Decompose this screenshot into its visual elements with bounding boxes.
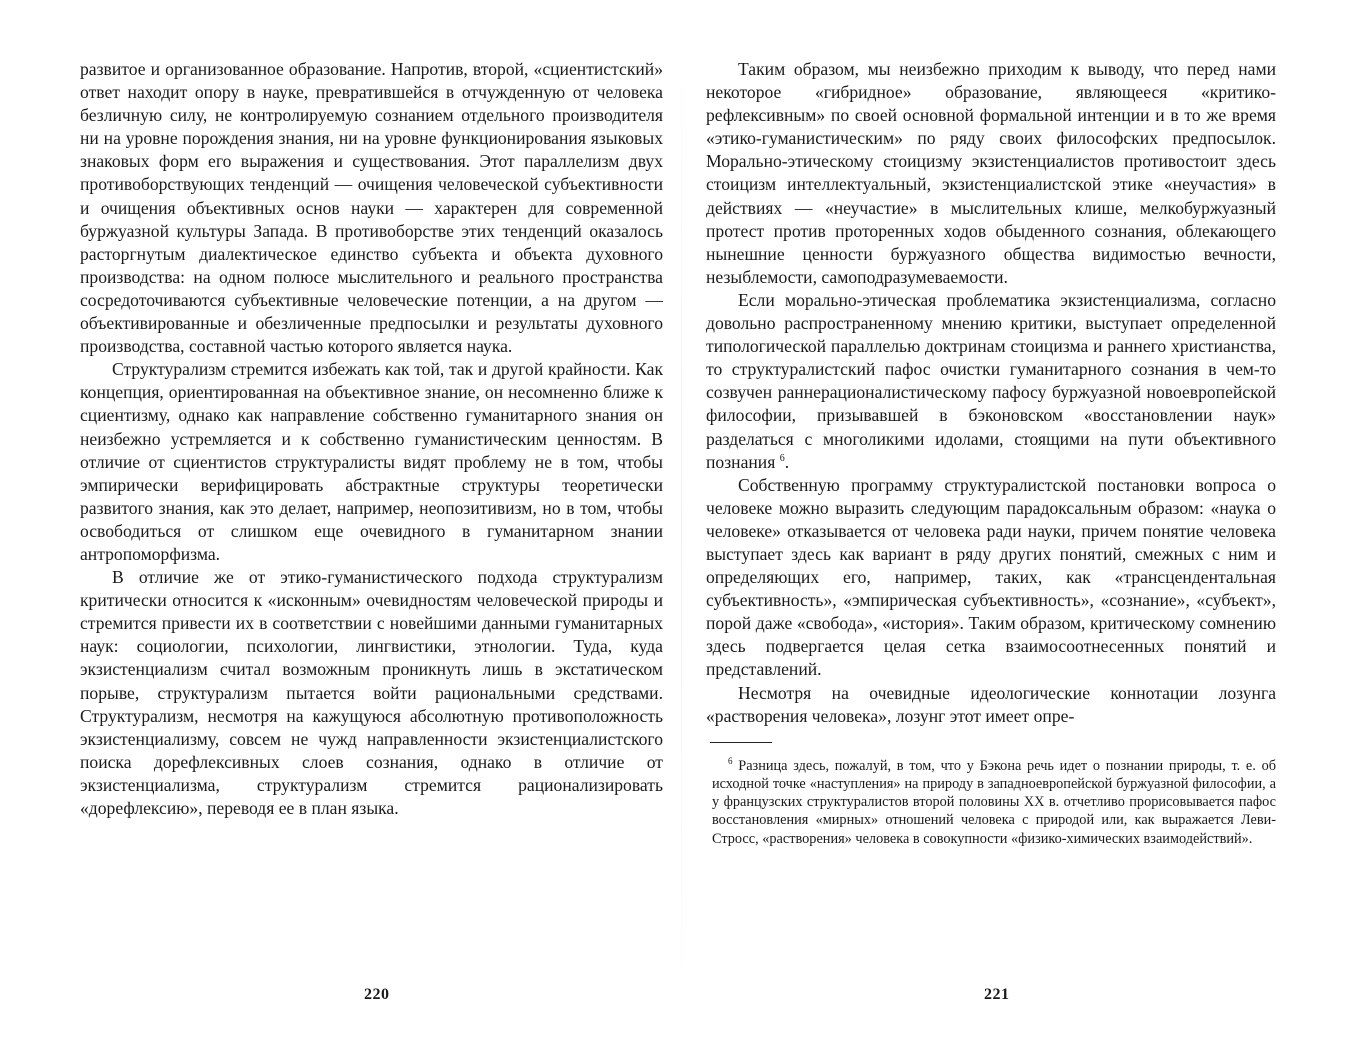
footnote-rule bbox=[710, 742, 772, 743]
footnote-reference: 6 bbox=[779, 452, 785, 464]
page-gutter bbox=[681, 0, 682, 1054]
left-paragraph-2: Структурализм стремится избежать как той, так и другой крайности. Как концепция, ориентированная на объективное знание, он несомненно ближе к сциентизму, однако как направление собственно гуманитарного знания он неизбежно устремляется и к собственно гуманистическим ценностям. В отличие от сциентистов структуралисты видят проблему не в том, чтобы эмпирически верифицировать абстрактные структуры теоретически развитого знания, как это делает, например, неопозитивизм, но в том, чтобы освободиться от слишком еще очевидного в гуманитарном знании антропоморфизма. bbox=[80, 359, 663, 564]
right-page bbox=[706, 58, 1276, 848]
left-page-body bbox=[80, 58, 663, 820]
right-page-body bbox=[706, 58, 1276, 728]
footnote-text: Разница здесь, пожалуй, в том, что у Бэкона речь идет о познании природы, т. е. об исходной точке «наступления» на природу в западноевропейской буржуазной философии, а у французских структуралистов второй половины XX в. отчетливо прорисовывается пафос восстановления «мирных» отношений человека с природой или, как выражается Леви-Стросс, «растворения» человека в совокупности «физико-химических взаимодействий». bbox=[712, 757, 1277, 847]
footnote-marker: 6 bbox=[728, 755, 733, 766]
right-paragraph-4: Несмотря на очевидные идеологические коннотации лозунга «растворения человека», лозунг этот имеет опре- bbox=[706, 682, 1276, 726]
left-paragraph-1: развитое и организованное образование. Напротив, второй, «сциентистский» ответ находит опору в науке, превратившейся в отчужденную от человека безличную силу, не контролируемую сознанием отдельного производителя ни на уровне порождения знания, ни на уровне функционирования языковых знаковых форм его выражения и существования. Этот параллелизм двух противоборствующих тенденций — очищения человеческой субъективности и очищения объективных основ науки — характерен для современной буржуазной культуры Запада. В противоборстве этих тенденций оказалось расторгнутым диалектическое единство субъекта и объекта духовного производства: на одном полюсе мыслительного и реального пространства сосредоточиваются субъективные человеческие потенции, а на другом — объективированные и обезличенные предпосылки и результаты духовного производства, составной частью которого является наука. bbox=[80, 59, 663, 357]
left-page-number: 220 bbox=[364, 986, 390, 1003]
right-paragraph-1: Таким образом, мы неизбежно приходим к выводу, что перед нами некоторое «гибридное» образование, являющееся «критико-рефлексивным» по своей основной формальной интенции и в то же время «этико-гуманистическим» по ряду своих философских предпосылок. Морально-этическому стоицизму экзистенциалистов противостоит здесь стоицизм интеллектуальный, экзистенциалистской этике «неучастия» в действиях — «неучастие» в мыслительных клише, мелкобуржуазный протест против проторенных ходов обыденного сознания, облекающего нынешние ценности буржуазного общества видимостью вечности, незыблемости, самоподразумеваемости. bbox=[706, 59, 1276, 287]
left-page bbox=[80, 58, 663, 820]
right-page-number: 221 bbox=[984, 986, 1010, 1003]
left-paragraph-3: В отличие же от этико-гуманистического подхода структурализм критически относится к «исконным» очевидностям человеческой природы и стремится привести их в соответствии с новейшими данными гуманитарных наук: социологии, психологии, лингвистики, этнологии. Туда, куда экзистенциализм считал возможным проникнуть лишь в экстатическом порыве, структурализм пытается войти рациональными средствами. Структурализм, несмотря на кажущуюся абсолютную противоположность экзистенциализму, совсем не чужд направленности экзистенциалистского поиска дорефлексивных слоев сознания, однако в отличие от экзистенциализма, структурализм стремится рационализировать «дорефлексию», переводя ее в план языка. bbox=[80, 567, 663, 818]
footnote bbox=[706, 757, 1276, 848]
right-paragraph-3: Собственную программу структуралистской постановки вопроса о человеке можно выразить следующим парадоксальным образом: «наука о человеке» отказывается от человека ради науки, причем понятие человека выступает здесь как вариант в ряду других понятий, смежных с ним и определяющих его, например, таких, как «трансцендентальная субъективность», «эмпирическая субъективность», «сознание», «субъект», порой даже «свобода», «история». Таким образом, критическому сомнению здесь подвергается целая сетка взаимосоотнесенных понятий и представлений. bbox=[706, 474, 1276, 680]
right-paragraph-2: Если морально-этическая проблематика экзистенциализма, согласно довольно распространенному мнению критики, выступает определенной типологической параллелью доктринам стоицизма и раннего христианства, то структуралистский пафос очистки гуманитарного сознания в чем-то созвучен раннерационалистическому пафосу буржуазной новоевропейской философии, призывавшей в бэконовском «восстановлении наук» разделаться с многоликими идолами, стоящими на пути объективного познания $^6$. bbox=[706, 289, 1276, 472]
right-paragraph-2-text: Если морально-этическая проблематика экзистенциализма, согласно довольно распространенному мнению критики, выступает определенной типологической параллелью доктринам стоицизма и раннего христианства, то структуралистский пафос очистки гуманитарного сознания в чем-то созвучен раннерационалистическому пафосу буржуазной новоевропейской философии, призывавшей в бэконовском «восстановлении наук» разделаться с многоликими идолами, стоящими на пути объективного познания bbox=[706, 289, 1276, 472]
